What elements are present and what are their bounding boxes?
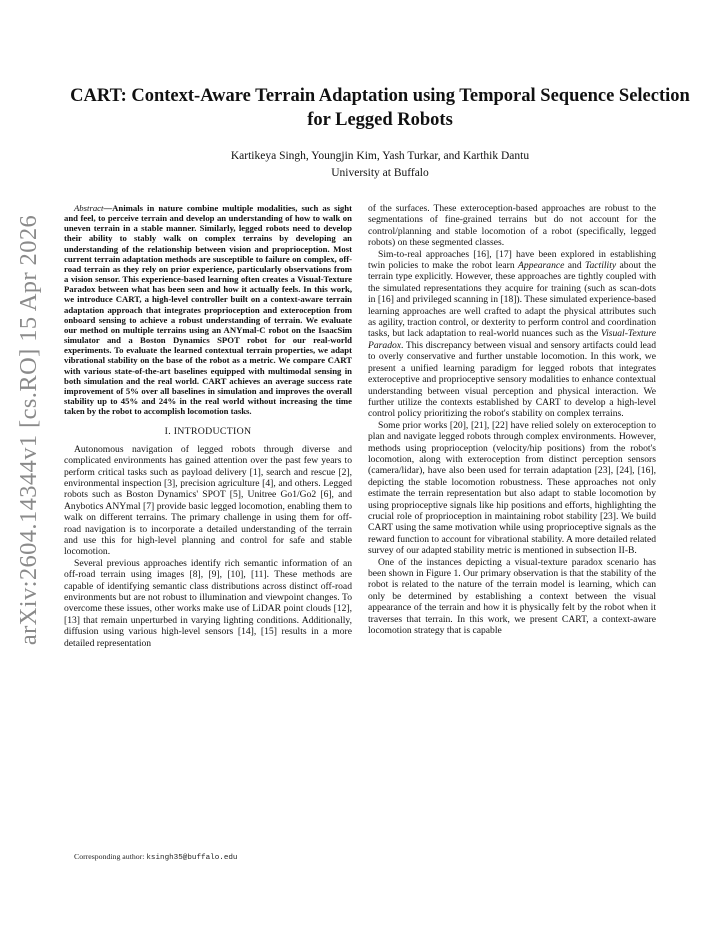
footnote [74, 852, 237, 862]
section-heading-introduction: I. INTRODUCTION [164, 426, 252, 438]
intro-paragraph: Several previous approaches identify rich semantic information of an off-road terrain using images [8], [9], [10], [11]. These methods are capable of identifying semantic class distributions across distinct off-road environments but are not robust to illumination and viewpoint changes. To overcome these issues, other works make use of LiDAR point clouds [12], [13] that remain unperturbed in varying lighting conditions. Additionally, diffusion using various high-level sensors [14], [15] results in a more detailed representation [64, 557, 352, 649]
text-run: . This discrepancy between visual and sensory artifacts could lead to overly conservative and further unstable locomotion. In this work, we present a unified learning paradigm for legged robots that integrates exteroceptive and proprioceptive sensory modalities to enhance contextual understanding between visual perception and physical interaction. We further utilize the contexts established by CART to develop a high-level control policy prioritizing the robot's stability on complex terrains. [368, 339, 656, 420]
arxiv-identifier: arXiv:2604.14344v1 [cs.RO] 15 Apr 2026 [15, 214, 42, 646]
affiliation: University at Buffalo [331, 167, 429, 179]
abstract [64, 203, 352, 416]
left-column [64, 203, 352, 649]
author-list: Kartikeya Singh, Youngjin Kim, Yash Turkar, and Karthik Dantu [230, 150, 530, 162]
text-run: about the terrain type explicitly. However, these approaches are tightly coupled with the simulated representations they acquire for training (such as scan-dots in [16] and privileged scanning in [18]). These simulated experience-based learning approaches are well crafted to adapt the physical attributes such as agility, traction control, or dexterity to perform control and coordination tasks, but lack adaptation to real-world nuances such as the [368, 260, 656, 340]
body-paragraph: of the surfaces. These exteroception-based approaches are robust to the segmentations of fine-grained terrains but do not account for the control/planning and stable locomotion of a robot (specifically, legged robots) on these segmented classes. [368, 203, 656, 249]
intro-paragraph: Autonomous navigation of legged robots through diverse and complicated environments has gained attention over the past few years to perform critical tasks such as payload delivery [1], search and rescue [2], environmental inspection [3], precision agriculture [4], and others. Legged robots such as Boston Dynamics' SPOT [5], Unitree Go1/Go2 [6], and Anybotics ANYmal [7] provide basic legged locomotion, enabling them to walk on different terrains. The primary challenge in using them for off-road navigation is to incorporate a detailed understanding of the terrain and use this for high-level planning and control for safe and stable locomotion. [64, 443, 352, 558]
body-paragraph: One of the instances depicting a visual-texture paradox scenario has been shown in Figure 1. Our primary observation is that the stability of the robot is related to the nature of the terrain model is learning, which can only be determined by establishing a context between the visual appearance of the terrain and how it is physically felt by the robot when it traverses that terrain. In this work, we present CART, a context-aware locomotion strategy that is capable [368, 556, 656, 637]
body-paragraph: Some prior works [20], [21], [22] have relied solely on exteroception to plan and navigate legged robots through complex environments. However, methods using proprioception (velocity/hip positions) from the robot's locomotion, along with exteroception from distinct perception sensors (camera/lidar), have also been used for terrain adaptation [23], [24], [16], depicting the stable locomotion robustness. These approaches not only estimate the terrain representation but also adapt to stable locomotion by using proprioceptive signals like hip positions and efforts, highlighting the crucial role of proprioception in maintaining robot stability [23]. We build CART using the same motivation while using proprioceptive signals as the reward function to account for vibrational stability. A more detailed related survey of our adapted stability metric is mentioned in subsection II-B. [368, 419, 656, 557]
abstract-label: Abstract [74, 203, 104, 213]
text-run: Sim-to-real approaches [16], [17] have been explored in establishing twin policies to make the robot learn [368, 248, 656, 272]
paper-title: CART: Context-Aware Terrain Adaptation using Temporal Sequence Selection for Legged Robots [70, 86, 690, 130]
text-run: and [564, 260, 586, 272]
arxiv-stamp [6, 180, 52, 680]
footnote-label: Corresponding author: [74, 852, 145, 861]
body-paragraph [368, 249, 656, 420]
abstract-text: Animals in nature combine multiple modalities, such as sight and feel, to perceive terrain and develop an understanding of how to walk on uneven terrain in a stable manner. Similarly, legged robots need to develop their ability to stably walk on complex terrains by developing an understanding of the relationship between vision and proprioception. Most current terrain adaptation methods are susceptible to failure on complex, off-road terrain as they rely on prior experience, particularly observations from a vision sensor. This experience-based learning often creates a Visual-Texture Paradox between what has been seen and how it actually feels. In this work, we introduce CART, a high-level controller built on a context-aware terrain adaptation approach that integrates proprioception and exteroception from onboard sensing to achieve a robust understanding of terrain. We evaluate our method on multiple terrains using an ANYmal-C robot on the IsaacSim simulator and a Boston Dynamics SPOT robot for our real-world experiments. To evaluate the learned contextual terrain properties, we adapt vibrational stability on the base of the robot as a metric. We compare CART with various state-of-the-art baselines equipped with multimodal sensing in both simulation and the real world. CART achieves an average success rate improvement of 5% over all baselines in simulation and improves the overall stability up to 45% and 24% in the real world without increasing the time taken by the robot to accomplish locomotion tasks. [64, 203, 352, 417]
corresponding-email: ksingh35@buffalo.edu [146, 854, 238, 862]
abstract-dash: — [103, 203, 113, 213]
emphasis-appearance: Appearance [518, 260, 565, 272]
author-block [60, 148, 700, 182]
emphasis-visual-texture-paradox: Visual-Texture Paradox [368, 328, 656, 351]
right-column [368, 203, 656, 636]
emphasis-tactility: Tactility [585, 260, 617, 272]
